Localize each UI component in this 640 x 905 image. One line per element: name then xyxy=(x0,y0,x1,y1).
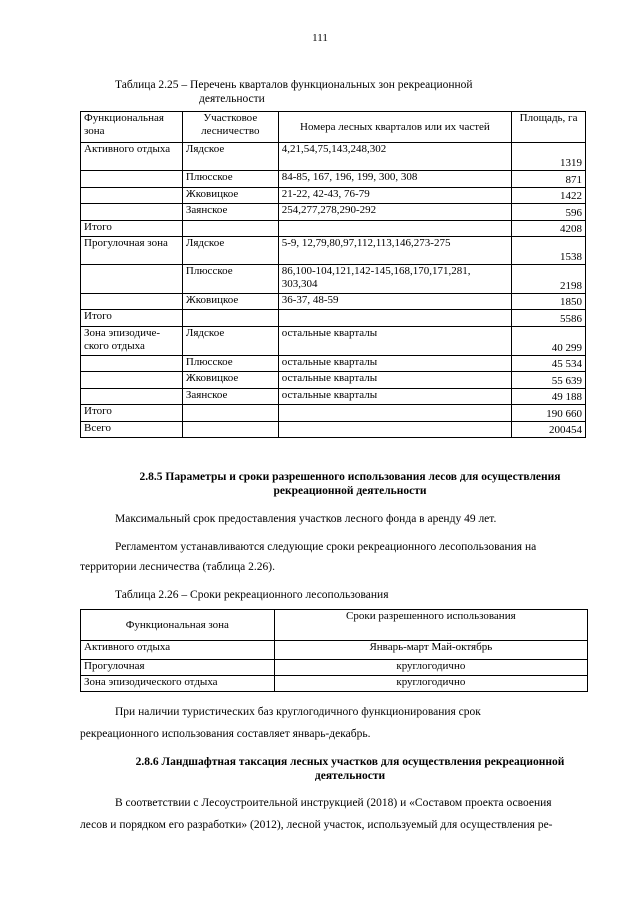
cell-area: 4208 xyxy=(512,221,586,237)
cell-zone xyxy=(81,372,183,389)
col-header-zone: Функциональная зона xyxy=(81,112,183,143)
cell-quarters: 21-22, 42-43, 76-79 xyxy=(278,188,511,204)
cell-area: 200454 xyxy=(512,422,586,438)
section-285-paragraph-1: Максимальный срок предоставления участков лесного фонда в аренду 49 лет. xyxy=(115,513,497,525)
cell-forestry: Плюсское xyxy=(182,265,278,294)
cell-zone: Зона эпизодиче-ского отдыха xyxy=(81,327,183,356)
cell-forestry: Жковицкое xyxy=(182,372,278,389)
cell-forestry xyxy=(182,422,278,438)
table-row xyxy=(81,237,586,265)
cell-forestry: Заянское xyxy=(182,204,278,221)
table-row xyxy=(81,389,586,405)
cell-quarters xyxy=(278,221,511,237)
table2-caption: Таблица 2.26 – Сроки рекреационного лесопользования xyxy=(115,589,389,601)
section-286-title-line1: 2.8.6 Ландшафтная таксация лесных участков для осуществления рекреационной xyxy=(135,756,565,768)
cell-zone: Активного отдыха xyxy=(81,143,183,171)
section-286-title-line2: деятельности xyxy=(314,770,386,782)
cell-zone: Итого xyxy=(81,310,183,327)
section-285-paragraph-2-line1: Регламентом устанавливаются следующие сроки рекреационного лесопользования на xyxy=(115,541,537,553)
cell-area: 40 299 xyxy=(512,327,586,356)
table-row xyxy=(81,641,588,660)
cell-quarters xyxy=(278,310,511,327)
section-286-paragraph-line2: лесов и порядком его разработки» (2012), лесной участок, используемый для осуществления ре- xyxy=(80,819,553,831)
col-header-area: Площадь, га xyxy=(512,112,586,143)
table-row xyxy=(81,204,586,221)
cell-quarters: остальные кварталы xyxy=(278,389,511,405)
cell-area: 871 xyxy=(512,171,586,188)
cell-zone: Всего xyxy=(81,422,183,438)
table1-caption-line2: деятельности xyxy=(199,93,265,105)
cell-zone: Активного отдыха xyxy=(81,641,275,660)
section-286-paragraph-line1: В соответствии с Лесоустроительной инструкцией (2018) и «Составом проекта освоения xyxy=(115,797,552,809)
table-row xyxy=(81,405,586,422)
terms-table xyxy=(80,609,588,692)
col-header-zone: Функциональная зона xyxy=(81,610,275,641)
table-header-row xyxy=(81,112,586,143)
table-row xyxy=(81,188,586,204)
col-header-terms: Сроки разрешенного использования xyxy=(274,610,587,641)
table-row xyxy=(81,356,586,372)
cell-area: 596 xyxy=(512,204,586,221)
cell-zone: Прогулочная зона xyxy=(81,237,183,265)
cell-forestry xyxy=(182,310,278,327)
table-row xyxy=(81,221,586,237)
cell-quarters: 84-85, 167, 196, 199, 300, 308 xyxy=(278,171,511,188)
table-row xyxy=(81,265,586,294)
cell-forestry xyxy=(182,221,278,237)
cell-area: 190 660 xyxy=(512,405,586,422)
cell-zone: Итого xyxy=(81,221,183,237)
cell-quarters: 86,100-104,121,142-145,168,170,171,281, 303,304 xyxy=(278,265,511,294)
section-285-title-line2: рекреационной деятельности xyxy=(273,485,427,497)
cell-quarters xyxy=(278,405,511,422)
cell-terms: круглогодично xyxy=(274,660,587,676)
after-table2-line2: рекреационного использования составляет январь-декабрь. xyxy=(80,728,371,740)
cell-zone: Итого xyxy=(81,405,183,422)
cell-quarters xyxy=(278,422,511,438)
table-row xyxy=(81,660,588,676)
cell-quarters: остальные кварталы xyxy=(278,356,511,372)
cell-zone xyxy=(81,171,183,188)
col-header-forestry: Участковое лесничество xyxy=(182,112,278,143)
cell-quarters: 5-9, 12,79,80,97,112,113,146,273-275 xyxy=(278,237,511,265)
cell-quarters: 36-37, 48-59 xyxy=(278,294,511,310)
cell-forestry: Плюсское xyxy=(182,171,278,188)
section-285-paragraph-2-line2: территории лесничества (таблица 2.26). xyxy=(80,561,275,573)
table-row xyxy=(81,422,586,438)
cell-forestry: Лядское xyxy=(182,237,278,265)
table-row xyxy=(81,310,586,327)
table-row xyxy=(81,327,586,356)
col-header-quarters: Номера лесных кварталов или их частей xyxy=(278,112,511,143)
cell-forestry: Лядское xyxy=(182,327,278,356)
table-row xyxy=(81,676,588,692)
cell-zone: Зона эпизодического отдыха xyxy=(81,676,275,692)
cell-quarters: остальные кварталы xyxy=(278,327,511,356)
cell-zone xyxy=(81,389,183,405)
cell-forestry: Заянское xyxy=(182,389,278,405)
cell-zone xyxy=(81,265,183,294)
page-number: 111 xyxy=(312,32,328,44)
table1-caption-line1: Таблица 2.25 – Перечень кварталов функциональных зон рекреационной xyxy=(115,79,473,91)
cell-forestry: Жковицкое xyxy=(182,294,278,310)
cell-forestry: Плюсское xyxy=(182,356,278,372)
cell-quarters: 4,21,54,75,143,248,302 xyxy=(278,143,511,171)
cell-zone xyxy=(81,188,183,204)
cell-forestry xyxy=(182,405,278,422)
cell-area: 1850 xyxy=(512,294,586,310)
cell-forestry: Жковицкое xyxy=(182,188,278,204)
cell-forestry: Лядское xyxy=(182,143,278,171)
cell-area: 55 639 xyxy=(512,372,586,389)
cell-zone xyxy=(81,356,183,372)
cell-quarters: остальные кварталы xyxy=(278,372,511,389)
cell-terms: круглогодично xyxy=(274,676,587,692)
table-row xyxy=(81,294,586,310)
cell-area: 5586 xyxy=(512,310,586,327)
table-row xyxy=(81,372,586,389)
table-header-row xyxy=(81,610,588,641)
cell-zone xyxy=(81,204,183,221)
cell-area: 1538 xyxy=(512,237,586,265)
cell-quarters: 254,277,278,290-292 xyxy=(278,204,511,221)
cell-area: 1422 xyxy=(512,188,586,204)
after-table2-line1: При наличии туристических баз круглогодичного функционирования срок xyxy=(115,706,481,718)
cell-area: 49 188 xyxy=(512,389,586,405)
quarters-table xyxy=(80,111,586,438)
table-row xyxy=(81,143,586,171)
section-285-title-line1: 2.8.5 Параметры и сроки разрешенного использования лесов для осуществления xyxy=(139,471,561,483)
cell-terms: Январь-март Май-октябрь xyxy=(274,641,587,660)
cell-area: 2198 xyxy=(512,265,586,294)
cell-area: 45 534 xyxy=(512,356,586,372)
cell-zone: Прогулочная xyxy=(81,660,275,676)
cell-area: 1319 xyxy=(512,143,586,171)
table-row xyxy=(81,171,586,188)
cell-zone xyxy=(81,294,183,310)
